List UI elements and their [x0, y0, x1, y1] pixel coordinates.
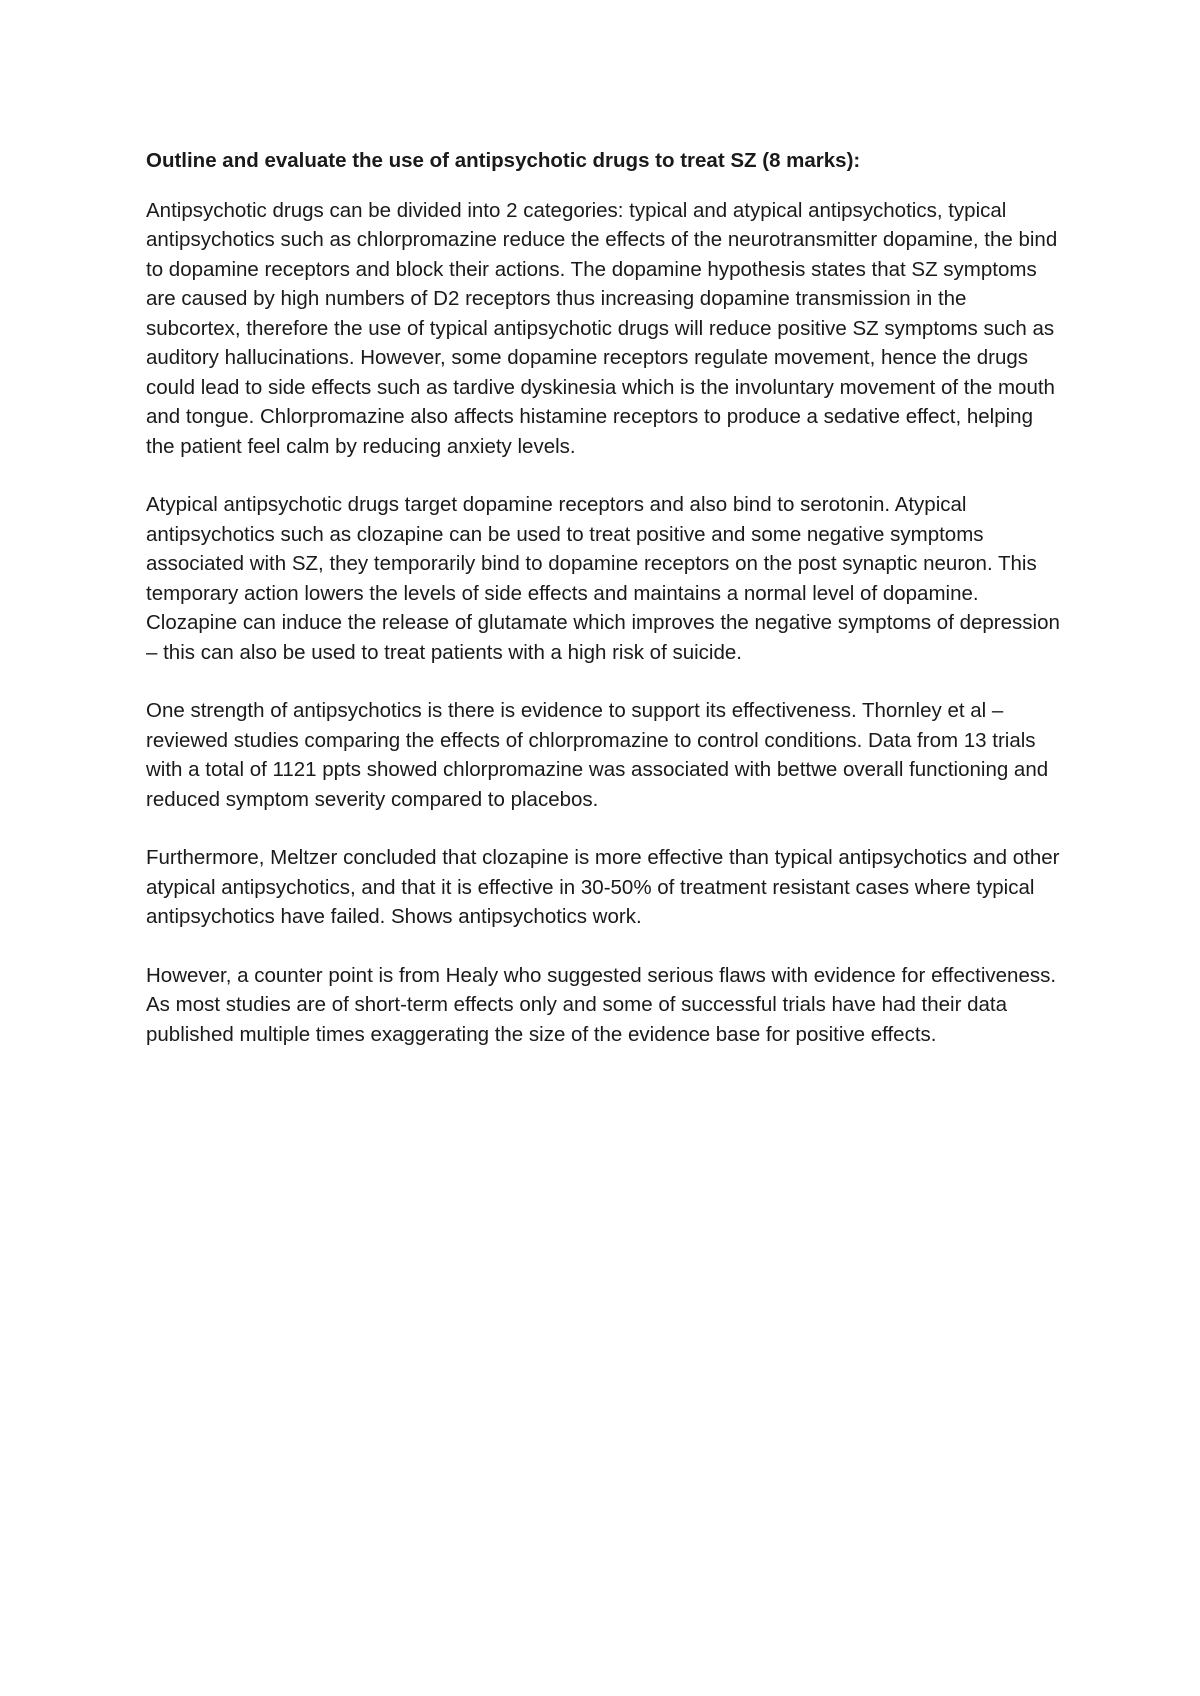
paragraph-strength-evidence: One strength of antipsychotics is there is evidence to support its effectiveness. Thornley et al – reviewed studies comparing the effects of chlorpromazine to control conditions. Data from 13 trials with a total of 1121 ppts showed chlorpromazine was associated with bettwe overall functioning and reduced symptom severity compared to placebos. — [146, 699, 1049, 811]
document-body — [146, 146, 1066, 1049]
paragraph-atypical-antipsychotics: Atypical antipsychotic drugs target dopamine receptors and also bind to serotonin. Atypical antipsychotics such as clozapine can be used to treat positive and some negative symptoms associated with SZ, they temporarily bind to dopamine receptors on the post synaptic neuron. This temporary action lowers the levels of side effects and maintains a normal level of dopamine. Clozapine can induce the release of glutamate which improves the negative symptoms of depression – this can also be used to treat patients with a high risk of suicide. — [146, 493, 1060, 664]
paragraph-meltzer: Furthermore, Meltzer concluded that clozapine is more effective than typical antipsychotics and other atypical antipsychotics, and that it is effective in 30-50% of treatment resistant cases where typical antipsychotics have failed. Shows antipsychotics work. — [146, 846, 1060, 928]
paragraph-typical-antipsychotics: Antipsychotic drugs can be divided into 2 categories: typical and atypical antipsychotics, typical antipsychotics such as chlorpromazine reduce the effects of the neurotransmitter dopamine, the bind to dopamine receptors and block their actions. The dopamine hypothesis states that SZ symptoms are caused by high numbers of D2 receptors thus increasing dopamine transmission in the subcortex, therefore the use of typical antipsychotic drugs will reduce positive SZ symptoms such as auditory hallucinations. However, some dopamine receptors regulate movement, hence the drugs could lead to side effects such as tardive dyskinesia which is the involuntary movement of the mouth and tongue. Chlorpromazine also affects histamine receptors to produce a sedative effect, helping the patient feel calm by reducing anxiety levels. — [146, 198, 1058, 458]
document-title: Outline and evaluate the use of antipsychotic drugs to treat SZ (8 marks): — [146, 149, 861, 172]
paragraph-counterpoint-healy: However, a counter point is from Healy who suggested serious flaws with evidence for effectiveness. As most studies are of short-term effects only and some of successful trials have had their data published multiple times exaggerating the size of the evidence base for positive effects. — [146, 963, 1057, 1046]
